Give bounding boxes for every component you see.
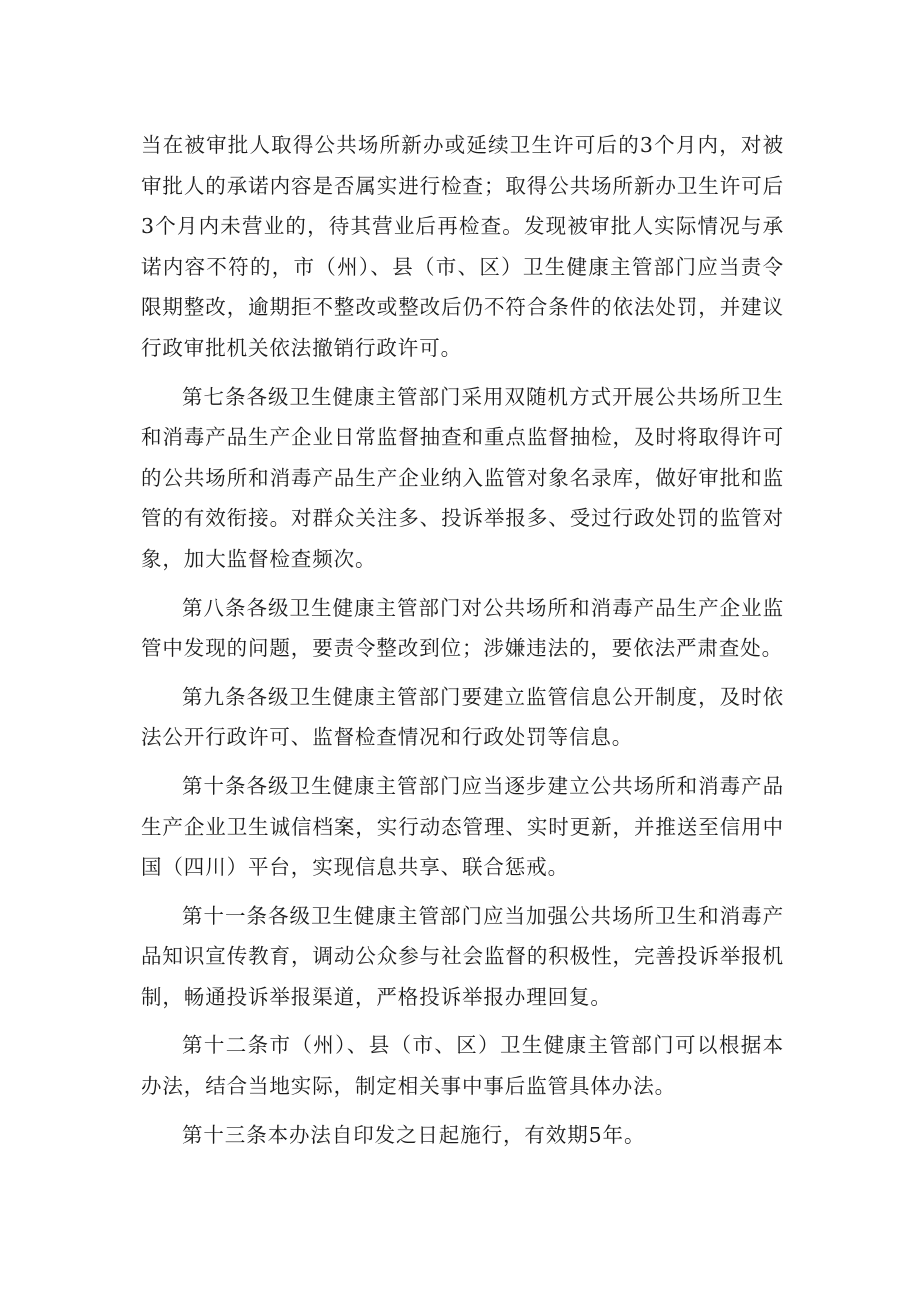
paragraph-article-11: 第十一条各级卫生健康主管部门应当加强公共场所卫生和消毒产品知识宣传教育，调动公众参与社会监督的积极性，完善投诉举报机制，畅通投诉举报渠道，严格投诉举报办理回复。 bbox=[141, 903, 784, 1009]
paragraph-article-12: 第十二条市（州）、县（市、区）卫生健康主管部门可以根据本办法，结合当地实际，制定相关事中事后监管具体办法。 bbox=[141, 1033, 784, 1099]
document-body bbox=[141, 125, 784, 1155]
paragraph-article-7: 第七条各级卫生健康主管部门采用双随机方式开展公共场所卫生和消毒产品生产企业日常监督抽查和重点监督抽检，及时将取得许可的公共场所和消毒产品生产企业纳入监管对象名录库，做好审批和监管的有效衔接。对群众关注多、投诉举报多、受过行政处罚的监管对象，加大监督检查频次。 bbox=[141, 384, 784, 571]
paragraph-article-8: 第八条各级卫生健康主管部门对公共场所和消毒产品生产企业监管中发现的问题，要责令整改到位；涉嫌违法的，要依法严肃查处。 bbox=[141, 595, 784, 661]
paragraph-article-9: 第九条各级卫生健康主管部门要建立监管信息公开制度，及时依法公开行政许可、监督检查情况和行政处罚等信息。 bbox=[141, 684, 784, 750]
paragraph-continuation: 当在被审批人取得公共场所新办或延续卫生许可后的3个月内，对被审批人的承诺内容是否属实进行检查；取得公共场所新办卫生许可后3个月内未营业的，待其营业后再检查。发现被审批人实际情况与承诺内容不符的，市（州）、县（市、区）卫生健康主管部门应当责令限期整改，逾期拒不整改或整改后仍不符合条件的依法处罚，并建议行政审批机关依法撤销行政许可。 bbox=[141, 133, 784, 360]
paragraph-article-10: 第十条各级卫生健康主管部门应当逐步建立公共场所和消毒产品生产企业卫生诚信档案，实行动态管理、实时更新，并推送至信用中国（四川）平台，实现信息共享、联合惩戒。 bbox=[141, 773, 784, 880]
paragraph-article-13: 第十三条本办法自印发之日起施行，有效期5年。 bbox=[182, 1122, 646, 1147]
